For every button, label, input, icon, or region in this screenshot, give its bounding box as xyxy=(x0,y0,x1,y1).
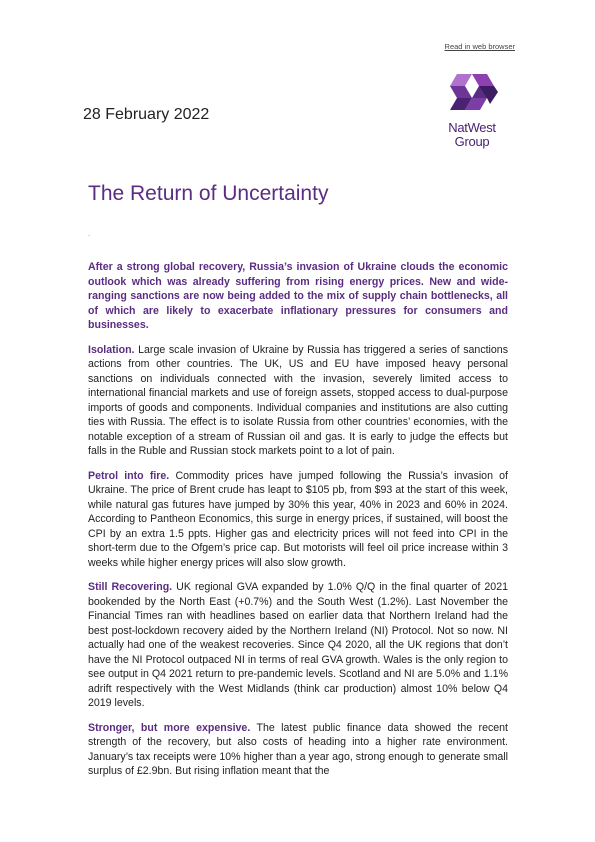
paragraph-heading: Isolation. xyxy=(88,343,135,356)
logo-wordmark-natwest: NatWest xyxy=(448,120,496,135)
paragraph-text: Large scale invasion of Ukraine by Russia has triggered a series of sanctions actions from other countries. The UK, US and EU have imposed heavy personal sanctions on individuals connected with the invasion, severely limited access to international financial markets and use of foreign assets, stopped access to dual-purpose imports of goods and components. Individual companies and institutions are also cutting ties with Russia. The effect is to isolate Russia from other countries’ economies, with the notable exception of a stream of Russian oil and gas. It is early to judge the effects but falls in the Ruble and Russian stock markets point to a lot of pain. xyxy=(88,343,508,457)
natwest-group-logo xyxy=(436,74,508,149)
natwest-chevron-logo-icon xyxy=(446,74,498,118)
paragraph-recovering xyxy=(88,580,508,711)
separator-dot: . xyxy=(88,229,91,238)
page-title: The Return of Uncertainty xyxy=(88,182,329,205)
issue-date: 28 February 2022 xyxy=(83,106,210,123)
paragraph-stronger xyxy=(88,721,508,779)
paragraph-heading: Still Recovering. xyxy=(88,581,173,593)
paragraph-text: UK regional GVA expanded by 1.0% Q/Q in the final quarter of 2021 bookended by the North East (+0.7%) and the South West (1.2%). Last November the Financial Times ran with headlines based on earlier data that Northern Ireland had the best post-lockdown recovery aided by the Northern Ireland (NI) Protocol. Not so now. NI actually had one of the weakest recoveries. Since Q4 2020, all the UK regions that don’t have the NI Protocol outpaced NI in terms of real GVA growth. Wales is the only region to see output in Q4 2021 return to pre-pandemic levels. Scotland and NI are 5.0% and 1.1% adrift respectively with the West Midlands (think car production) almost 10% below Q4 2019 levels. xyxy=(88,581,508,709)
paragraph-text: Commodity prices have jumped following the Russia’s invasion of Ukraine. The price of Brent crude has leapt to $105 pb, from $93 at the start of this week, while natural gas futures have jumped by 30% this year, 40% in 2023 and 60% in 2024. According to Pantheon Economics, this surge in energy prices, if sustained, will boost the CPI by an extra 1.5 ppts. Higher gas and electricity prices will not feed into CPI in the short-term due to the Ofgem’s price cap. But motorists will feel oil price increase within 3 weeks while higher energy prices will also slow growth. xyxy=(88,469,508,569)
intro-paragraph: After a strong global recovery, Russia’s invasion of Ukraine clouds the economic outlook which was already suffering from rising energy prices. New and wide-ranging sanctions are now being added to the mix of supply chain bottlenecks, all of which are likely to exacerbate inflationary pressures for consumers and businesses. xyxy=(88,261,508,331)
paragraph-heading: Stronger, but more expensive. xyxy=(88,721,251,734)
paragraph-petrol xyxy=(88,469,508,571)
article-body xyxy=(88,260,508,789)
read-in-web-browser-link[interactable]: Read in web browser xyxy=(444,42,515,51)
paragraph-text: The latest public finance data showed the recent strength of the recovery, but also costs of heading into a higher rate environment. January’s tax receipts were 10% higher than a year ago, strong enough to generate small surplus of £2.9bn. But rising inflation meant that the xyxy=(88,721,508,777)
logo-wordmark-group: Group xyxy=(454,134,490,149)
paragraph-heading: Petrol into fire. xyxy=(88,469,170,482)
paragraph-isolation xyxy=(88,343,508,459)
